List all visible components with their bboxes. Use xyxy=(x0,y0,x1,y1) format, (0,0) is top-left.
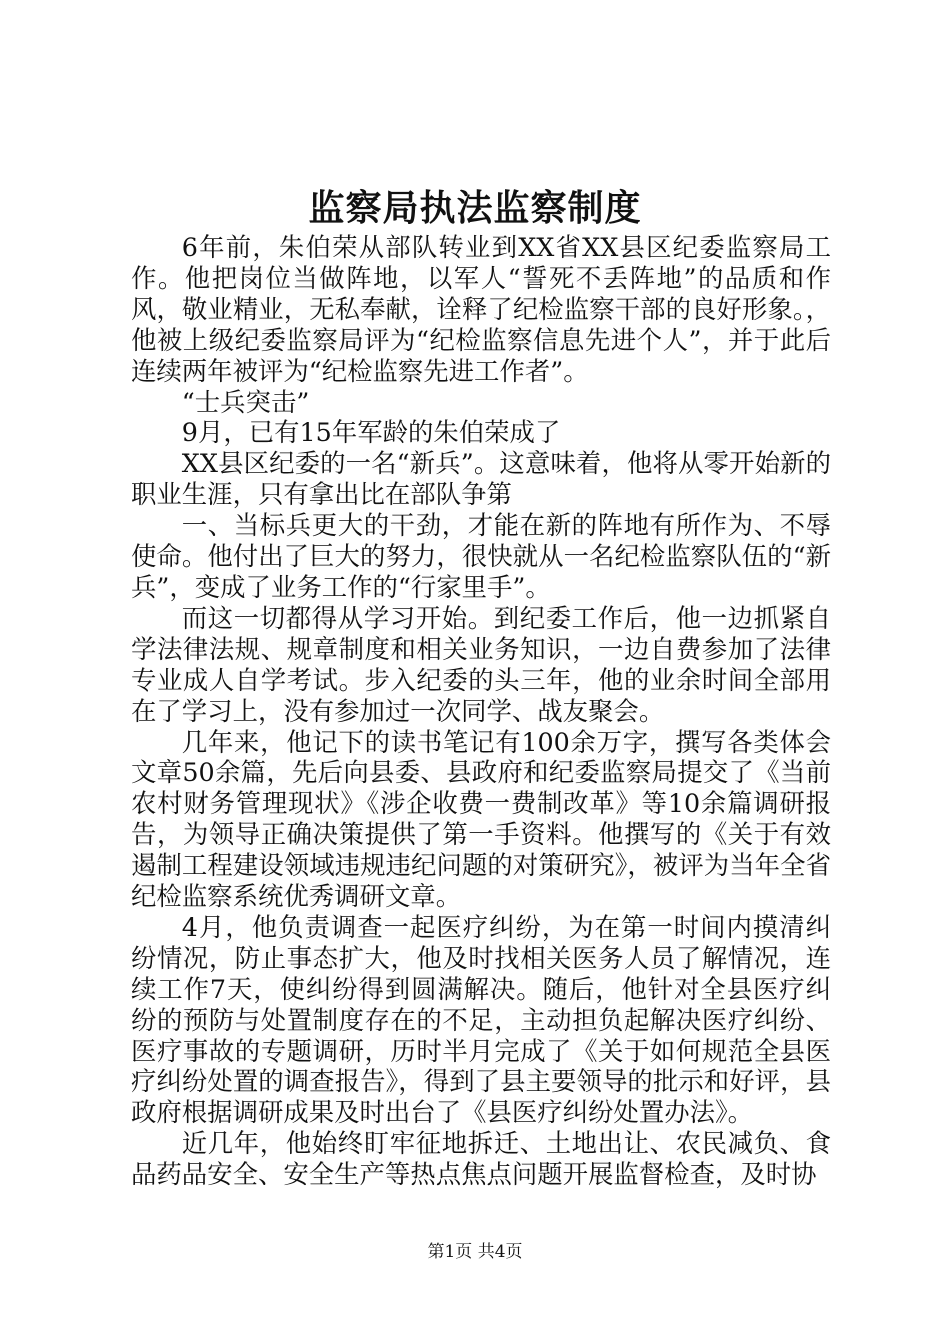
paragraph: 几年来，他记下的读书笔记有100余万字，撰写各类体会文章50余篇，先后向县委、县政府和纪委监察局提交了《当前农村财务管理现状》《涉企收费一费制改革》等10余篇调研报告，为领导正确决策提供了第一手资料。他撰写的《关于有效遏制工程建设领域违规违纪问题的对策研究》，被评为当年全省纪检监察系统优秀调研文章。 xyxy=(131,726,831,912)
paragraph: “士兵突击” xyxy=(181,386,310,417)
paragraph: 9月，已有15年军龄的朱伯荣成了 xyxy=(181,417,561,448)
paragraph: 近几年，他始终盯牢征地拆迁、土地出让、农民减负、食品药品安全、安全生产等热点焦点问题开展监督检查，及时协 xyxy=(131,1128,831,1190)
document-title: 监察局执法监察制度 xyxy=(308,187,642,229)
page-number-footer: 第1页 共4页 xyxy=(427,1242,523,1262)
paragraph: XX县区纪委的一名“新兵”。这意味着，他将从零开始新的职业生涯，只有拿出比在部队争第 xyxy=(131,448,831,510)
paragraph: 而这一切都得从学习开始。到纪委工作后，他一边抓紧自学法律法规、规章制度和相关业务知识，一边自费参加了法律专业成人自学考试。步入纪委的头三年，他的业余时间全部用在了学习上，没有参加过一次同学、战友聚会。 xyxy=(131,602,831,726)
paragraph: 一、当标兵更大的干劲，才能在新的阵地有所作为、不辱使命。他付出了巨大的努力，很快就从一名纪检监察队伍的“新兵”，变成了业务工作的“行家里手”。 xyxy=(131,510,831,602)
paragraph: 4月，他负责调查一起医疗纠纷，为在第一时间内摸清纠纷情况，防止事态扩大，他及时找相关医务人员了解情况，连续工作7天，使纠纷得到圆满解决。随后，他针对全县医疗纠纷的预防与处置制度存在的不足，主动担负起解决医疗纠纷、医疗事故的专题调研，历时半月完成了《关于如何规范全县医疗纠纷处置的调查报告》，得到了县主要领导的批示和好评，县政府根据调研成果及时出台了《县医疗纠纷处置办法》。 xyxy=(131,911,831,1128)
document-body xyxy=(131,232,831,1190)
paragraph: 6年前，朱伯荣从部队转业到XX省XX县区纪委监察局工作。他把岗位当做阵地，以军人“誓死不丢阵地”的品质和作风，敬业精业，无私奉献，诠释了纪检监察干部的良好形象。，他被上级纪委监察局评为“纪检监察信息先进个人”，并于此后连续两年被评为“纪检监察先进工作者”。 xyxy=(131,232,831,386)
